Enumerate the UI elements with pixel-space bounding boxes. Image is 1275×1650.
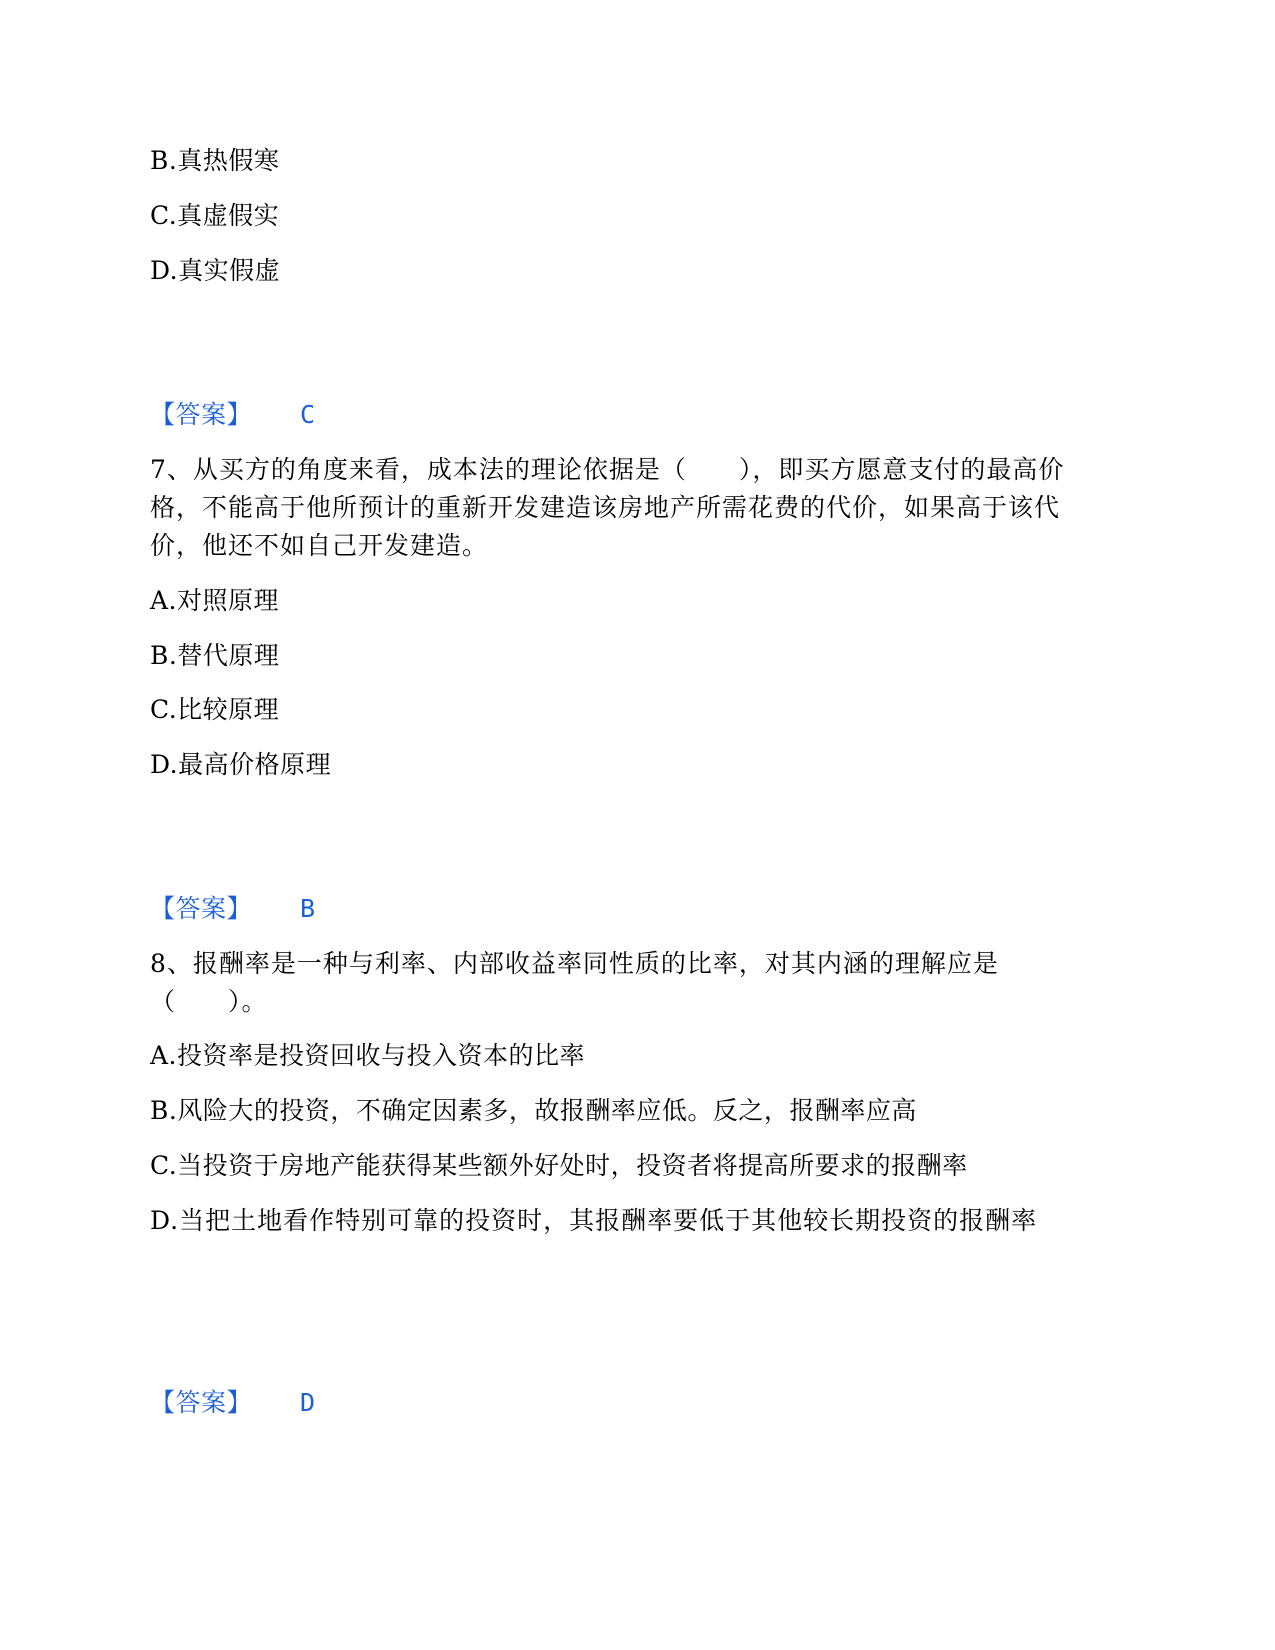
answer-value: B <box>300 894 316 923</box>
q8-option-b: B.风险大的投资，不确定因素多，故报酬率应低。反之，报酬率应高 <box>150 1096 917 1125</box>
answer-q8 <box>150 1384 315 1422</box>
answer-label: 【答案】 <box>150 1388 253 1417</box>
q7-option-a: A.对照原理 <box>150 586 280 615</box>
answer-prev <box>150 396 315 434</box>
option-d-prev: D.真实假虚 <box>150 256 281 285</box>
q8-option-a: A.投资率是投资回收与投入资本的比率 <box>150 1041 586 1070</box>
q8-option-d: D.当把土地看作特别可靠的投资时，其报酬率要低于其他较长期投资的报酬率 <box>150 1206 1038 1235</box>
question-7-text: 7、从买方的角度来看，成本法的理论依据是（ ），即买方愿意支付的最高价格，不能高于他所预计的重新开发建造该房地产所需花费的代价，如果高于该代价，他还不如自己开发建造。 <box>150 455 1065 560</box>
question-8-text: 8、报酬率是一种与利率、内部收益率同性质的比率，对其内涵的理解应是（ ）。 <box>150 949 999 1016</box>
q8-option-c: C.当投资于房地产能获得某些额外好处时，投资者将提高所要求的报酬率 <box>150 1151 968 1180</box>
q7-option-c: C.比较原理 <box>150 695 280 724</box>
answer-value: C <box>300 400 316 429</box>
answer-label: 【答案】 <box>150 400 253 429</box>
answer-value: D <box>300 1388 316 1417</box>
q7-option-d: D.最高价格原理 <box>150 750 332 779</box>
answer-q7 <box>150 890 315 928</box>
option-c-prev: C.真虚假实 <box>150 201 280 230</box>
option-b-prev: B.真热假寒 <box>150 146 280 175</box>
q7-option-b: B.替代原理 <box>150 641 280 670</box>
answer-label: 【答案】 <box>150 894 253 923</box>
